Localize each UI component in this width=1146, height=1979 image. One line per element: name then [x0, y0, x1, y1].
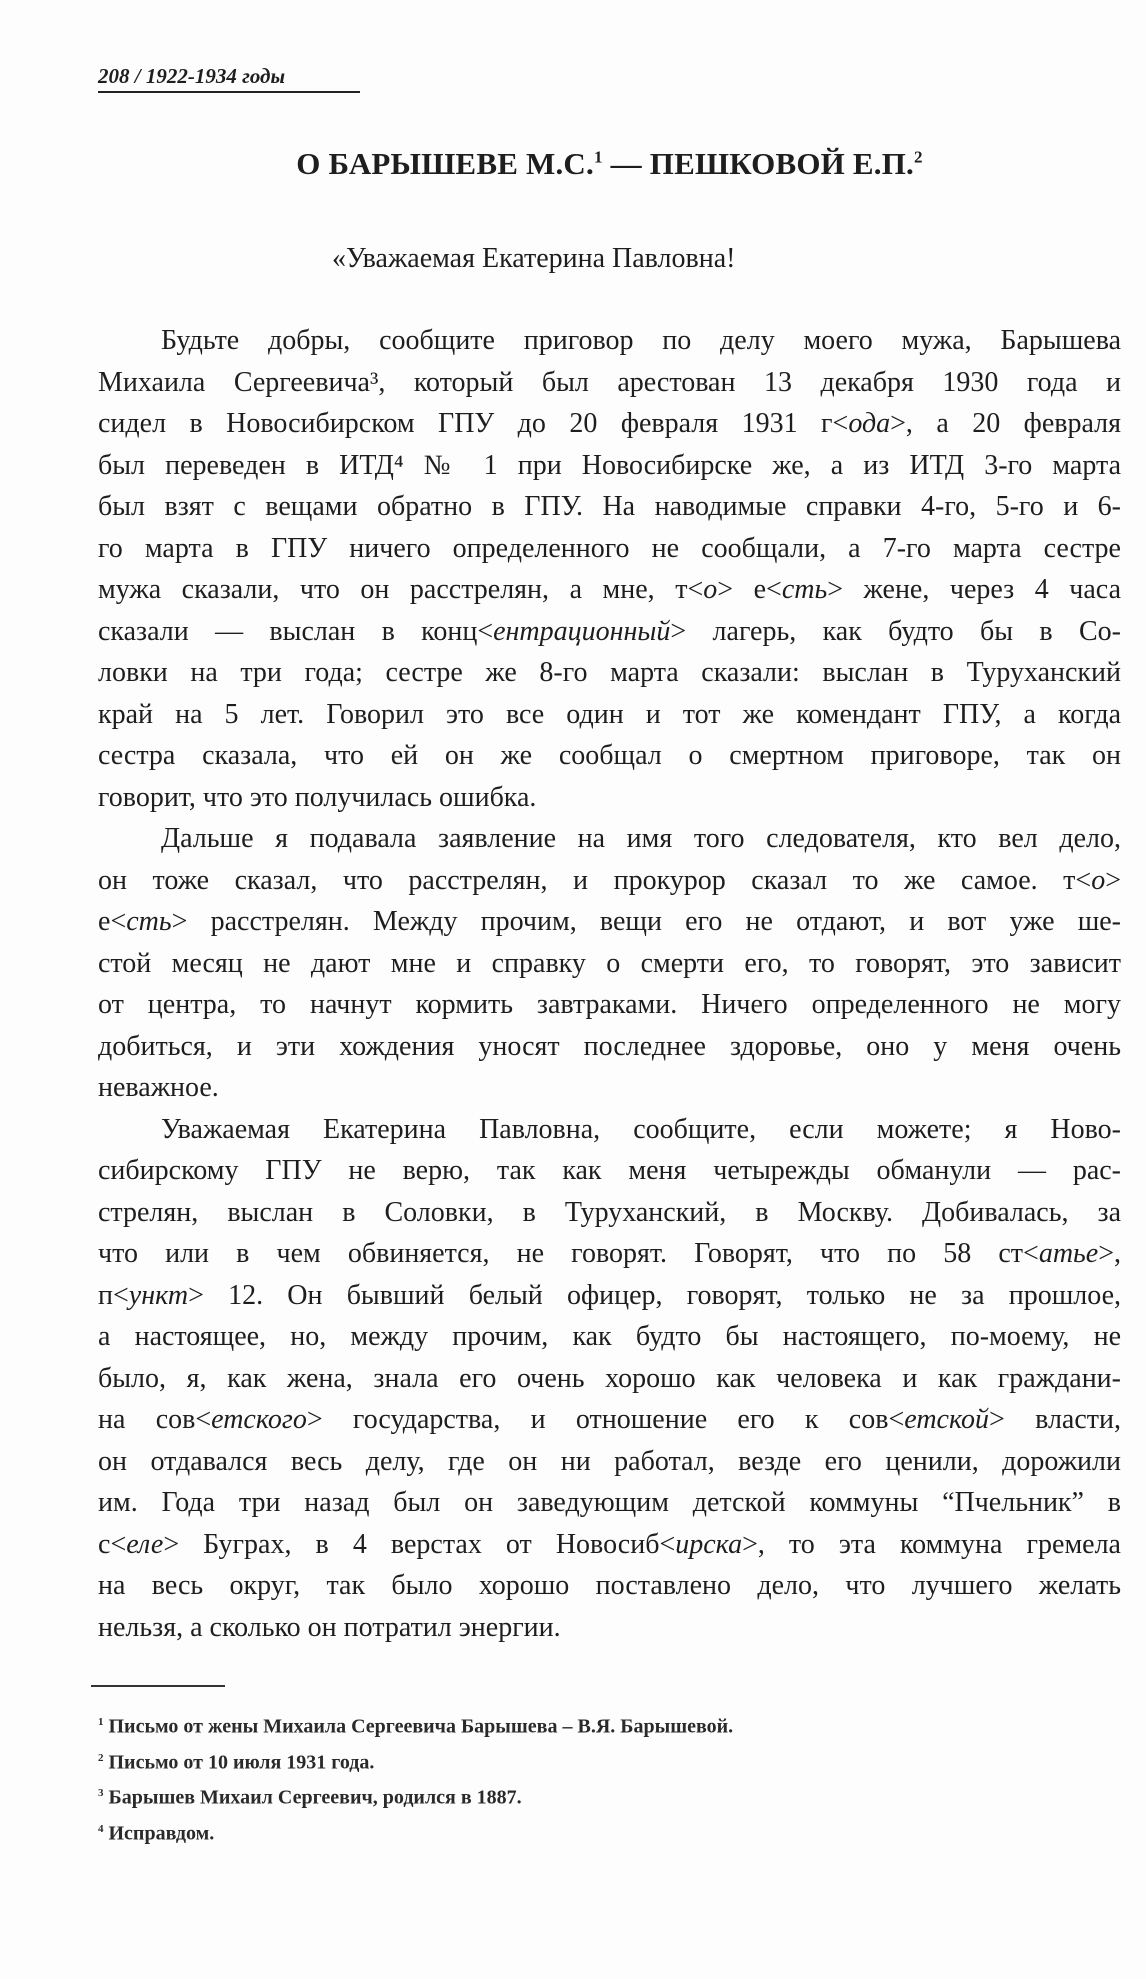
footnote — [98, 1814, 733, 1850]
text-line: сидел в Новосибирском ГПУ до 20 февраля 1931 г<ода>, а 20 февраля — [98, 408, 1121, 439]
footnote-text: Письмо от 10 июля 1931 года. — [103, 1751, 375, 1774]
text-line: Уважаемая Екатерина Павловна, сообщите, если можете; я Ново- — [161, 1113, 1121, 1145]
editorial-insertion: еле — [126, 1528, 164, 1560]
paragraph — [98, 320, 1121, 818]
text-line: Будьте добры, сообщите приговор по делу моего мужа, Барышева — [161, 325, 1121, 356]
text-line: мужа сказали, что он расстрелян, а мне, т<о> е<сть> жене, через 4 часа — [98, 574, 1121, 605]
editorial-insertion: о — [703, 574, 718, 605]
footnote-number: 2 — [98, 1751, 104, 1764]
paragraph — [98, 818, 1121, 1109]
footnote-ref-1: 1 — [593, 147, 603, 167]
text-line: что или в чем обвиняется, не говорят. Говорят, что по 58 ст<атье>, — [98, 1238, 1121, 1269]
editorial-insertion: ирска — [675, 1528, 743, 1560]
editorial-insertion: етского — [211, 1404, 307, 1435]
text-line: край на 5 лет. Говорил это все один и тот же комендант ГПУ, а когда — [98, 698, 1121, 730]
running-head: 208 / 1922-1934 годы — [98, 64, 360, 93]
editorial-insertion: ода — [848, 408, 891, 439]
editorial-insertion: о — [1091, 864, 1106, 896]
title-part-1: О БАРЫШЕВЕ М.С. — [296, 146, 594, 181]
footnote — [98, 1707, 733, 1743]
text-line: го марта в ГПУ ничего определенного не сообщали, а 7-го марта сестре — [98, 532, 1121, 564]
footnote-text: Исправдом. — [103, 1822, 215, 1845]
text-line: стой месяц не дают мне и справку о смерти его, то говорят, это зависит — [98, 947, 1121, 979]
footnote-text: Барышев Михаил Сергеевич, родился в 1887. — [103, 1786, 522, 1809]
text-line: от центра, то начнут кормить завтраками. Ничего определенного не могу — [98, 989, 1121, 1020]
letter-body — [98, 320, 1121, 1648]
text-line: ловки на три года; сестре же 8-го марта сказали: выслан в Туруханский — [98, 657, 1121, 688]
footnote-separator — [91, 1685, 225, 1687]
text-line: сказали — выслан в конц<ентрационный> лагерь, как будто бы в Со- — [98, 615, 1121, 647]
text-line: неважное. — [98, 1072, 219, 1103]
text-line: добиться, и эти хождения уносят последнее здоровье, оно у меня очень — [98, 1030, 1121, 1062]
footnote-number: 3 — [98, 1787, 104, 1800]
editorial-insertion: етской — [904, 1404, 990, 1435]
editorial-insertion: сть — [781, 574, 828, 605]
text-line: на сов<етского> государства, и отношение его к сов<етской> власти, — [98, 1404, 1122, 1435]
text-line: говорит, что это получилась ошибка. — [98, 781, 537, 813]
text-line: е<сть> расстрелян. Между прочим, вещи его не отдают, и вот уже ше- — [98, 906, 1121, 937]
letter-greeting: «Уважаемая Екатерина Павловна! — [332, 243, 736, 274]
text-line: стрелян, выслан в Соловки, в Туруханский, в Москву. Добивалась, за — [98, 1196, 1121, 1228]
text-line: был взят с вещами обратно в ГПУ. На наводимые справки 4-го, 5-го и 6- — [98, 491, 1121, 522]
text-line: п<ункт> 12. Он бывший белый офицер, говорят, только не за прошлое, — [98, 1279, 1121, 1311]
footnotes — [98, 1707, 733, 1850]
editorial-insertion: атье — [1038, 1238, 1099, 1269]
footnote — [98, 1778, 733, 1814]
text-line: им. Года три назад был он заведующим детской коммуны “Пчельник” в — [98, 1487, 1121, 1518]
footnote-number: 1 — [98, 1716, 104, 1728]
editorial-insertion: ентрационный — [493, 615, 671, 647]
text-line: а настоящее, но, между прочим, как будто бы настоящего, по-моему, не — [98, 1321, 1121, 1352]
footnote-ref-2: 2 — [913, 147, 923, 167]
text-line: Дальше я подавала заявление на имя того следователя, кто вел дело, — [161, 823, 1121, 854]
text-line: он отдавался весь делу, где он ни работал, везде его ценили, дорожили — [98, 1445, 1121, 1477]
paragraph — [98, 1109, 1121, 1649]
text-line: был переведен в ИТД⁴ № 1 при Новосибирске же, а из ИТД 3-го марта — [98, 449, 1121, 481]
editorial-insertion: ункт — [128, 1279, 189, 1311]
footnote — [98, 1743, 733, 1779]
title-part-2: — ПЕШКОВОЙ Е.П. — [602, 146, 914, 181]
text-line: он тоже сказал, что расстрелян, и прокурор сказал то же самое. т<о> — [98, 864, 1121, 896]
editorial-insertion: сть — [126, 906, 172, 937]
footnote-text: Письмо от жены Михаила Сергеевича Барышева – В.Я. Барышевой. — [103, 1715, 734, 1738]
footnote-number: 4 — [98, 1822, 104, 1835]
text-line: сибирскому ГПУ не верю, так как меня четырежды обманули — рас- — [98, 1155, 1121, 1186]
text-line: на весь округ, так было хорошо поставлено дело, что лучшего желать — [98, 1570, 1121, 1601]
text-line: нельзя, а сколько он потратил энергии. — [98, 1611, 561, 1643]
text-line: Михаила Сергеевича³, который был арестован 13 декабря 1930 года и — [98, 366, 1121, 398]
text-line: сестра сказала, что ей он же сообщал о смертном приговоре, так он — [98, 740, 1121, 771]
document-title — [98, 146, 1121, 182]
text-line: с<еле> Буграх, в 4 верстах от Новосиб<ирска>, то эта коммуна гремела — [98, 1528, 1121, 1560]
text-line: было, я, как жена, знала его очень хорошо как человека и как граждани- — [98, 1362, 1121, 1394]
